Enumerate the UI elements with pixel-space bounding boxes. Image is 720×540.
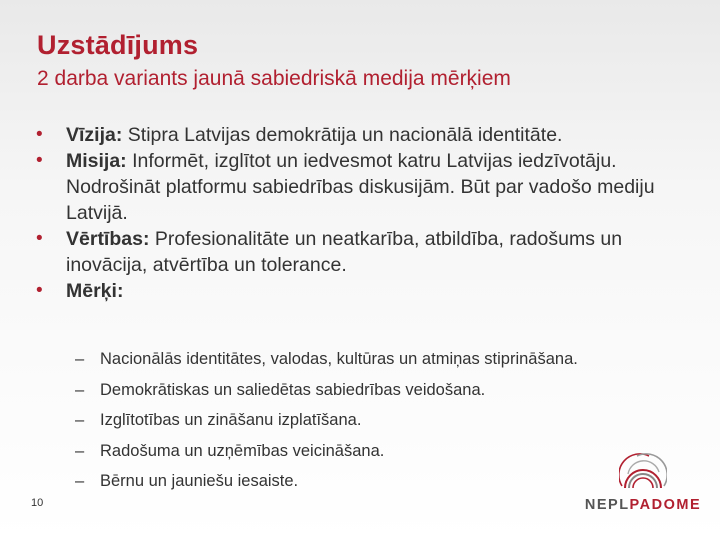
bullet-vision <box>36 122 706 148</box>
goal-text: Nacionālās identitātes, valodas, kultūras un atmiņas stiprināšana. <box>100 350 578 368</box>
bullet-mission <box>36 148 706 226</box>
bullet-values <box>36 226 706 278</box>
goal-text: Radošuma un uzņēmības veicināšana. <box>100 441 385 460</box>
goal-item <box>75 375 715 406</box>
logo-wordmark <box>584 497 702 513</box>
dash-marker: – <box>75 441 85 460</box>
goal-item <box>75 405 715 436</box>
dash-marker: – <box>75 472 85 490</box>
goal-text: Izglītotības un zināšanu izplatīšana. <box>100 411 362 429</box>
bullet-marker: • <box>36 280 43 301</box>
bullet-list <box>36 122 706 304</box>
bullet-term: Vīzija: <box>66 124 123 146</box>
bullet-marker: • <box>36 228 43 249</box>
logo-text-part1: NEPL <box>584 497 630 513</box>
goal-text: Demokrātiskas un saliedētas sabiedrības veidošana. <box>100 380 486 399</box>
logo-text-part2: PADOME <box>629 497 702 513</box>
bullet-text: Stipra Latvijas demokrātija un nacionālā identitāte. <box>122 124 563 146</box>
bullet-goals <box>36 278 706 304</box>
dash-marker: – <box>75 350 85 368</box>
arcs-logo-icon <box>619 452 667 492</box>
logo <box>584 452 702 520</box>
dash-marker: – <box>75 380 85 399</box>
goal-text: Bērnu un jauniešu iesaiste. <box>100 472 299 490</box>
bullet-marker: • <box>36 150 43 171</box>
bullet-text: Profesionalitāte un neatkarība, atbildība, radošums un inovācija, atvērtība un tolerance. <box>66 228 623 276</box>
page-number: 10 <box>31 497 44 509</box>
goal-item <box>75 344 715 375</box>
bullet-term: Misija: <box>66 150 127 172</box>
slide-subtitle: 2 darba variants jaunā sabiedriskā medija mērķiem <box>37 67 511 90</box>
bullet-text: Informēt, izglītot un iedvesmot katru Latvijas iedzīvotāju. Nodrošināt platformu sabiedrības diskusijām. Būt par vadošo mediju Latvijā. <box>66 150 655 224</box>
bullet-term: Mērķi: <box>66 280 124 302</box>
bullet-term: Vērtības: <box>66 228 150 250</box>
bullet-marker: • <box>36 124 43 145</box>
dash-marker: – <box>75 411 85 429</box>
slide-title: Uzstādījums <box>37 30 199 60</box>
